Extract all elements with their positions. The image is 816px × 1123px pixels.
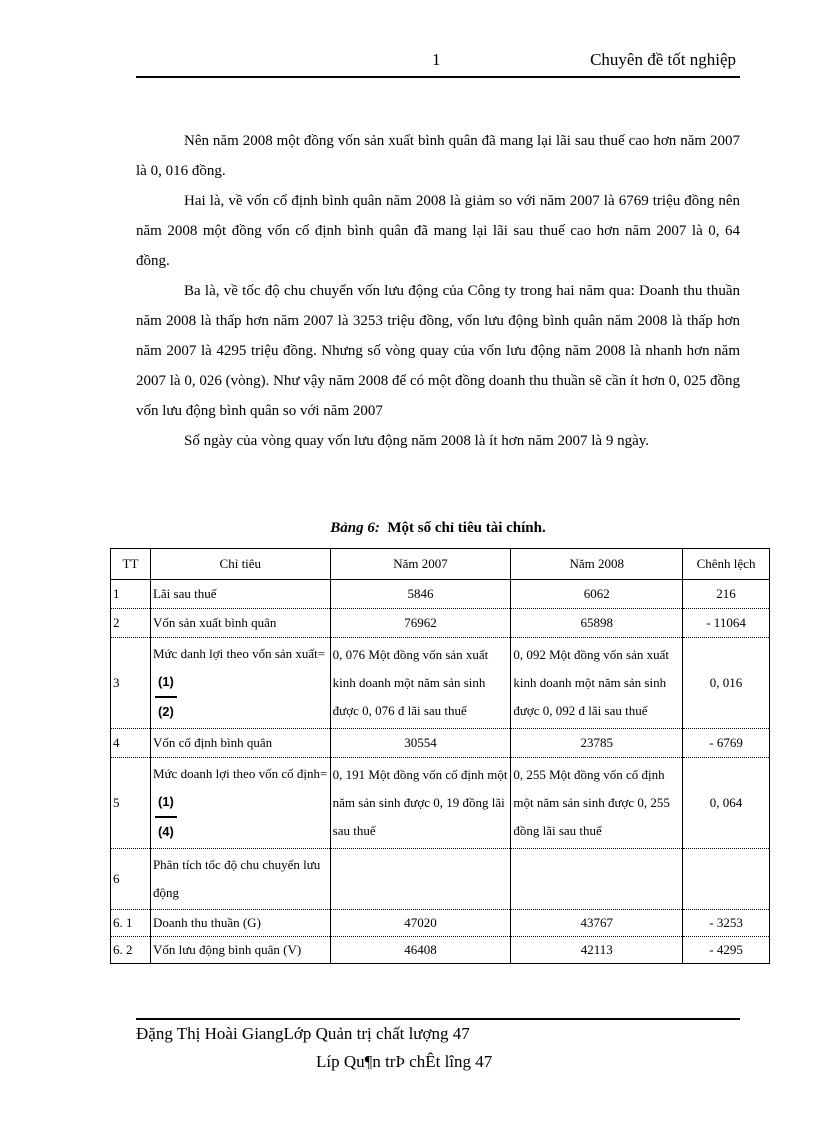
header-title: Chuyên đề tốt nghiệp [590,50,736,69]
cell-diff: - 6769 [683,729,770,758]
table-row [111,580,770,609]
footer-class-garbled: Líp Qu¶n trÞ chÊt lîng 47 [316,1052,493,1071]
cell-2008: 23785 [511,729,683,758]
cell-indicator: Vốn lưu động bình quân (V) [150,937,330,964]
cell-2007: 46408 [330,937,511,964]
table-caption-title: Một số chỉ tiêu tài chính. [387,520,546,536]
cell-indicator: Phân tích tốc độ chu chuyển lưu động [150,849,330,910]
cell-2007 [330,849,511,910]
footer-author-class: Đặng Thị Hoài GiangLớp Quản trị chất lượng 47 [136,1024,470,1043]
formula-denominator: (4) [157,824,174,839]
col-header-diff: Chênh lệch [683,549,770,580]
cell-2008: 43767 [511,910,683,937]
body-text [136,126,740,456]
cell-2007: 76962 [330,609,511,638]
indicator-text: Mức danh lợi theo vốn sản xuất= [152,646,326,661]
cell-2007: 0, 076 Một đồng vốn sản xuất kinh doanh một năm sản sinh được 0, 076 đ lãi sau thuế [330,638,511,729]
table-caption-label: Bảng 6: [330,520,380,536]
col-header-2007: Năm 2007 [330,549,511,580]
page-number: 1 [432,50,441,69]
col-header-tt: TT [111,549,151,580]
cell-indicator [150,758,330,849]
cell-indicator: Vốn cố định bình quân [150,729,330,758]
cell-tt: 6. 2 [111,937,151,964]
table-row [111,729,770,758]
cell-diff: 216 [683,580,770,609]
cell-tt: 6. 1 [111,910,151,937]
page-footer [136,1018,740,1071]
formula-fraction [155,788,177,846]
cell-diff: 0, 064 [683,758,770,849]
col-header-indicator: Chỉ tiêu [150,549,330,580]
cell-tt: 3 [111,638,151,729]
cell-2008: 65898 [511,609,683,638]
col-header-2008: Năm 2008 [511,549,683,580]
cell-2007: 47020 [330,910,511,937]
cell-tt: 1 [111,580,151,609]
cell-2008: 6062 [511,580,683,609]
cell-2007: 0, 191 Một đồng vốn cố định một năm sản sinh được 0, 19 đồng lãi sau thuế [330,758,511,849]
financial-indicators-table [110,548,770,964]
formula-numerator: (1) [155,668,177,698]
cell-2008: 0, 092 Một đồng vốn sản xuất kinh doanh một năm sản sinh được 0, 092 đ lãi sau thuế [511,638,683,729]
table-row [111,609,770,638]
paragraph: Ba là, về tốc độ chu chuyển vốn lưu động của Công ty trong hai năm qua: Doanh thu thuần năm 2008 là thấp hơn năm 2007 là 3253 triệu đồng, vốn lưu động bình quân năm 2008 là thấp hơn năm 2007 là 4295 triệu đồng. Nhưng số vòng quay của vốn lưu động năm 2008 là nhanh hơn năm 2007 là 0, 026 (vòng). Như vậy năm 2008 để có một đồng doanh thu thuần sẽ cần ít hơn 0, 025 đồng vốn lưu động bình quân so với năm 2007 [136,283,740,419]
cell-diff: - 11064 [683,609,770,638]
cell-tt: 4 [111,729,151,758]
cell-diff: 0, 016 [683,638,770,729]
indicator-text: Mức doanh lợi theo vốn cố định= [152,766,328,781]
cell-tt: 5 [111,758,151,849]
cell-2008 [511,849,683,910]
page-header [136,48,740,78]
cell-diff [683,849,770,910]
cell-indicator: Lãi sau thuế [150,580,330,609]
cell-tt: 6 [111,849,151,910]
cell-diff: - 3253 [683,910,770,937]
formula-fraction [155,668,177,726]
table-row [111,638,770,729]
paragraph: Hai là, về vốn cố định bình quân năm 2008 là giảm so với năm 2007 là 6769 triệu đồng nên năm 2008 một đồng vốn cố định bình quân đã mang lại lãi sau thuế cao hơn năm 2007 là 0, 64 đồng. [136,193,740,269]
table-row [111,849,770,910]
table-row [111,910,770,937]
cell-2007: 30554 [330,729,511,758]
table-header-row [111,549,770,580]
cell-indicator: Vốn sản xuất bình quân [150,609,330,638]
cell-indicator: Doanh thu thuần (G) [150,910,330,937]
table-row [111,758,770,849]
formula-numerator: (1) [155,788,177,818]
paragraph: Nên năm 2008 một đồng vốn sản xuất bình quân đã mang lại lãi sau thuế cao hơn năm 2007 là 0, 016 đồng. [136,133,740,179]
cell-indicator [150,638,330,729]
cell-2008: 42113 [511,937,683,964]
paragraph: Số ngày của vòng quay vốn lưu động năm 2008 là ít hơn năm 2007 là 9 ngày. [184,433,650,449]
table-caption [136,520,740,537]
formula-denominator: (2) [157,704,174,719]
cell-2008: 0, 255 Một đồng vốn cố định một năm sản sinh được 0, 255 đồng lãi sau thuế [511,758,683,849]
cell-2007: 5846 [330,580,511,609]
cell-diff: - 4295 [683,937,770,964]
cell-tt: 2 [111,609,151,638]
table-row [111,937,770,964]
